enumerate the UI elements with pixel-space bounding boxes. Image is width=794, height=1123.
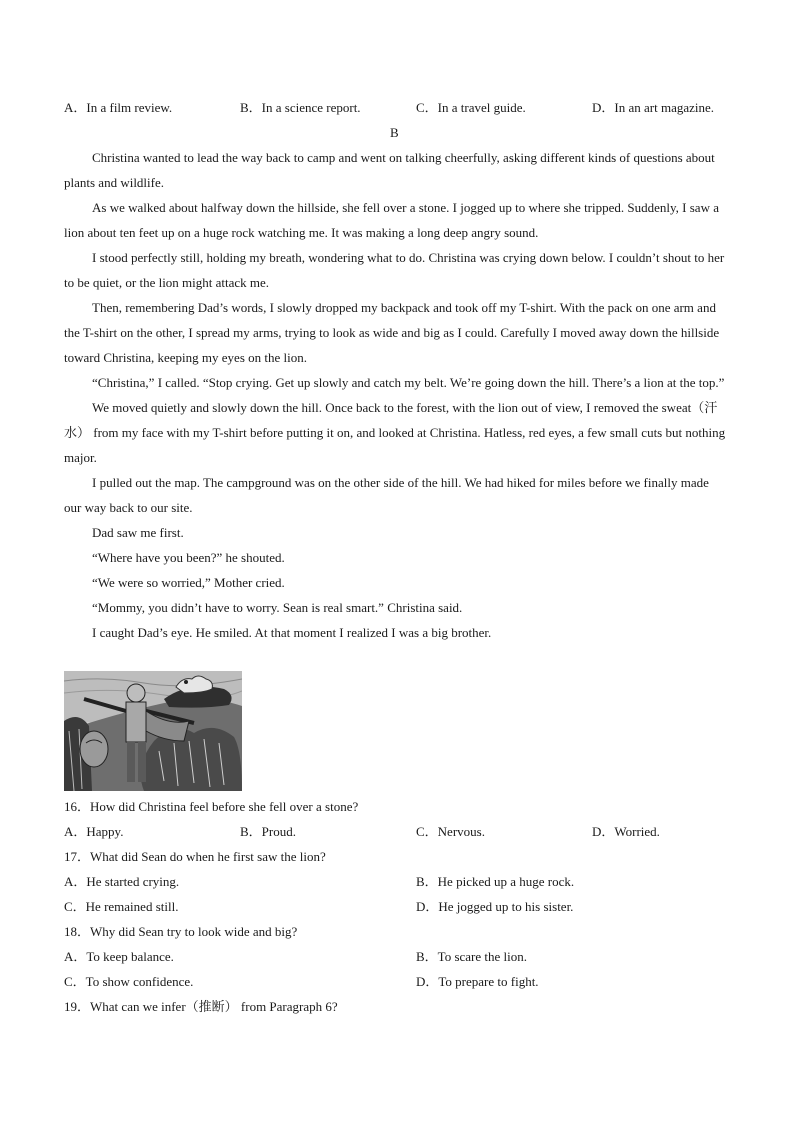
paragraph: I pulled out the map. The campground was on the other side of the hill. We had hiked for miles before we finally made our way back to our site. [64,475,709,515]
question-number: 17． [64,849,91,864]
option-text: To prepare to fight. [438,974,539,989]
option-text: He jogged up to his sister. [438,899,574,914]
option-text: To keep balance. [86,949,174,964]
option-text: In a travel guide. [437,100,526,115]
option-text: In an art magazine. [614,100,715,115]
q17-option-c[interactable] [64,899,178,915]
q16-option-b[interactable] [240,824,296,840]
option-letter: C． [64,899,86,914]
option-letter: A． [64,949,87,964]
paragraph: Dad saw me first. [92,525,184,540]
prev-option-d[interactable] [592,100,714,116]
paragraph: “Christina,” I called. “Stop crying. Get up slowly and catch my belt. We’re going down the hill. There’s a lion at the top.” [92,375,725,390]
q17-option-b[interactable] [416,874,574,890]
paragraph: “Mommy, you didn’t have to worry. Sean is real smart.” Christina said. [92,600,463,615]
option-letter: B． [416,949,438,964]
paragraph: “Where have you been?” he shouted. [92,550,285,565]
paragraph: We moved quietly and slowly down the hill. Once back to the forest, with the lion out of view, I removed the sweat（汗水） from my face with my T-shirt before putting it on, and looked at Christina. Hatless, red eyes, a few small cuts but nothing major. [64,400,726,465]
q16-option-c[interactable] [416,824,485,840]
paragraph: I stood perfectly still, holding my breath, wondering what to do. Christina was crying down below. I couldn’t shout to her to be quiet, or the lion might attack me. [64,250,725,290]
question-19 [64,999,338,1015]
question-16 [64,799,358,815]
option-letter: C． [64,974,86,989]
q18-option-c[interactable] [64,974,193,990]
option-letter: A． [64,100,87,115]
option-text: He remained still. [85,899,179,914]
illustration-icon [64,671,242,791]
question-number: 18． [64,924,91,939]
option-text: To show confidence. [85,974,194,989]
paragraph: Christina wanted to lead the way back to camp and went on talking cheerfully, asking different kinds of questions about plants and wildlife. [64,150,715,190]
question-18 [64,924,297,940]
boy-and-lion-illustration [64,671,242,791]
option-text: Nervous. [437,824,485,839]
option-letter: D． [416,974,439,989]
option-text: Happy. [86,824,124,839]
question-number: 19． [64,999,91,1014]
option-letter: D． [592,100,615,115]
option-letter: B． [416,874,438,889]
question-text: What did Sean do when he first saw the lion? [90,849,326,864]
paragraph: As we walked about halfway down the hillside, she fell over a stone. I jogged up to where she tripped. Suddenly, I saw a lion about ten feet up on a huge rock watching me. It was making a long deep angry sound. [64,200,719,240]
option-text: Proud. [261,824,296,839]
prev-option-a[interactable] [64,100,172,116]
option-text: He picked up a huge rock. [437,874,575,889]
passage [64,145,728,645]
q18-option-a[interactable] [64,949,174,965]
q16-option-a[interactable] [64,824,123,840]
question-number: 16． [64,799,91,814]
option-letter: A． [64,824,87,839]
q16-option-d[interactable] [592,824,660,840]
paragraph: I caught Dad’s eye. He smiled. At that moment I realized I was a big brother. [92,625,492,640]
option-text: In a science report. [261,100,361,115]
option-text: To scare the lion. [437,949,528,964]
option-letter: D． [416,899,439,914]
question-text: What can we infer（推断） from Paragraph 6? [90,999,338,1014]
paragraph: “We were so worried,” Mother cried. [92,575,285,590]
q17-option-d[interactable] [416,899,573,915]
q17-option-a[interactable] [64,874,179,890]
option-text: He started crying. [86,874,180,889]
option-letter: D． [592,824,615,839]
option-letter: A． [64,874,87,889]
option-letter: C． [416,824,438,839]
question-17 [64,849,326,865]
question-text: How did Christina feel before she fell over a stone? [90,799,359,814]
option-letter: B． [240,100,262,115]
paragraph: Then, remembering Dad’s words, I slowly dropped my backpack and took off my T-shirt. With the pack on one arm and the T-shirt on the other, I spread my arms, trying to look as wide and big as I could. Carefully I moved away down the hillside toward Christina, keeping my eyes on the lion. [64,300,720,365]
prev-option-c[interactable] [416,100,526,116]
option-letter: C． [416,100,438,115]
option-letter: B． [240,824,262,839]
section-label: B [390,125,399,140]
prev-option-b[interactable] [240,100,361,116]
q18-option-b[interactable] [416,949,527,965]
option-text: Worried. [614,824,660,839]
option-text: In a film review. [86,100,173,115]
q18-option-d[interactable] [416,974,539,990]
question-text: Why did Sean try to look wide and big? [90,924,298,939]
